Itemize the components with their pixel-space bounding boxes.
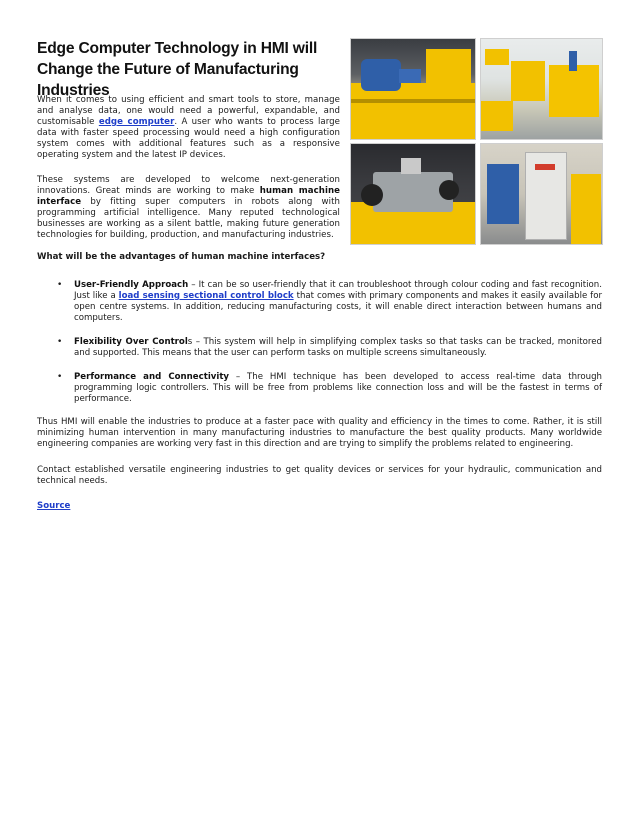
- advantages-list: [37, 280, 602, 405]
- photo-blue-motor-yellow-unit: [350, 38, 476, 140]
- bullet-body: – The HMI technique has been developed to access real-time data through programming logic controllers. This will be free from problems like connection loss and will be the fastest in terms of performance.: [74, 372, 602, 404]
- bullet-heading: Performance and Connectivity: [74, 372, 230, 382]
- bullet-text: [74, 280, 602, 324]
- bullet-icon: •: [57, 372, 63, 382]
- photo-yellow-units-row: [480, 38, 603, 140]
- load-sensing-link[interactable]: load sensing sectional control block: [118, 291, 294, 301]
- intro-text-start: When it comes to using efficient and smart tools to store, manage and analyse data, one would need a powerful, expandable, and customisable: [37, 95, 340, 127]
- hmi-bold-term: human machine interface: [37, 185, 341, 207]
- bullet-body: s – This system will help in simplifying complex tasks so that tasks can be tracked, monitored and supported. This means that the user can perform tasks on multiple screens simultaneously.: [74, 337, 602, 358]
- contact-paragraph: Contact established versatile engineering industries to get quality devices or services for your hydraulic, communication and technical needs.: [37, 465, 602, 486]
- systems-paragraph: [37, 175, 340, 240]
- bullet-heading: User-Friendly Approach: [74, 280, 189, 290]
- page-title: Edge Computer Technology in HMI will Change the Future of Manufacturing Industries: [37, 40, 318, 99]
- advantages-question: What will be the advantages of human machine interfaces?: [37, 252, 326, 262]
- source-link[interactable]: Source: [37, 501, 71, 511]
- photo-control-cabinet: [480, 143, 603, 245]
- conclusion-paragraph: Thus HMI will enable the industries to produce at a faster pace with quality and efficiency in the times to come. Rather, it is still minimizing human intervention in many manufacturing industries to manufacture the best quality products. Many worldwide engineering companies are working very fast in this direction and are trying to simplify the problems related to engineering.: [37, 417, 602, 449]
- bullet-heading: Flexibility Over Control: [74, 337, 188, 347]
- bullet-icon: •: [57, 280, 63, 290]
- bullet-text: [74, 337, 602, 359]
- systems-text-start: These systems are developed to welcome next-generation innovations. Great minds are working to make: [37, 175, 340, 196]
- intro-text-end: . A user who wants to process large data with faster speed processing would need a high configuration system comes with additional features such as a responsive operating system and the latest IP devices.: [37, 116, 341, 160]
- list-item: [37, 280, 602, 324]
- list-item: [37, 372, 602, 405]
- bullet-icon: •: [57, 337, 63, 347]
- list-item: [37, 337, 602, 359]
- bullet-body-start: – It can be so user-friendly that it can troubleshoot through colour coding and fast recognition. Just like a: [74, 280, 602, 301]
- edge-computer-link[interactable]: edge computer: [98, 116, 175, 127]
- bullet-text: [74, 372, 602, 405]
- bullet-body-end: that comes with primary components and makes it easily available for open centre systems. In addition, reducing manufacturing costs, it will enable direct interaction between humans and computers.: [74, 291, 602, 323]
- intro-paragraph: [37, 95, 340, 160]
- photo-valve-block: [350, 143, 476, 245]
- systems-text-end: by fitting super computers in robots along with programming artificial intelligence. Many reputed technological businesses are working as a silent battle, making future generation technologies for building, production, and manufacturing industries.: [37, 196, 340, 240]
